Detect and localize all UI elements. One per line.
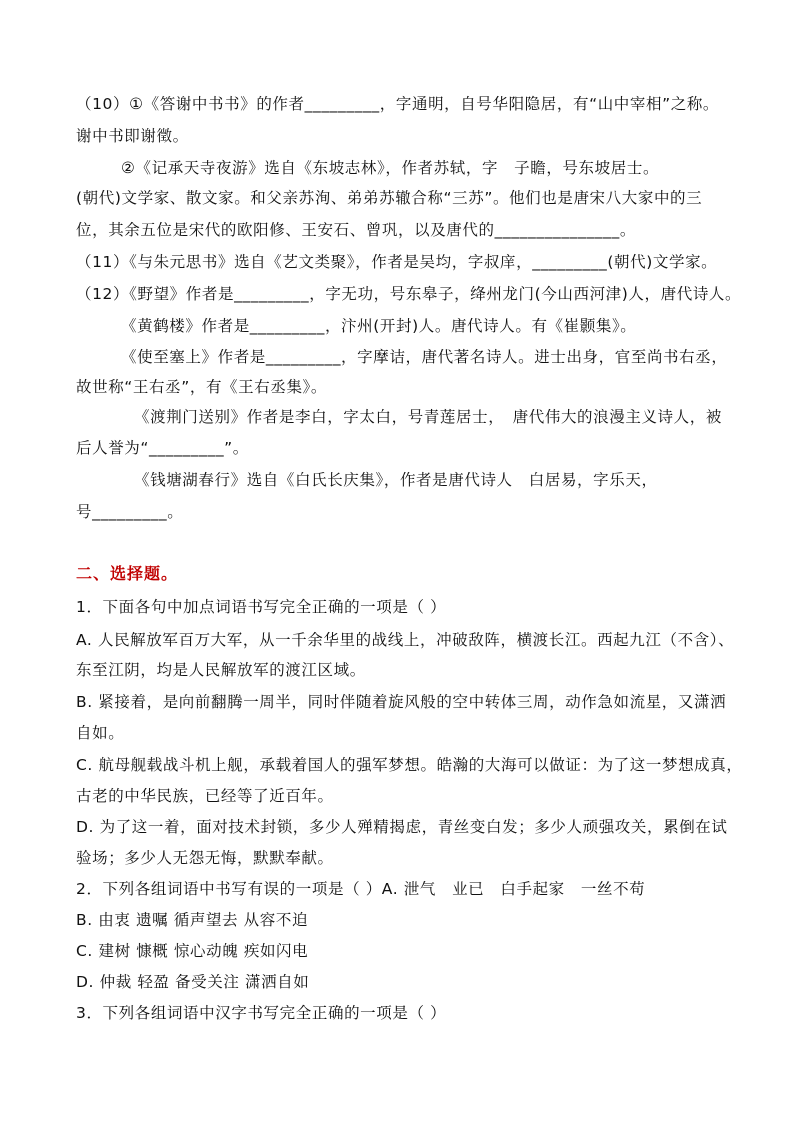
question-1-option-d-line-1: D. 为了这一着，面对技术封锁，多少人殚精揭虑，青丝变白发；多少人顽强攻关，累倒在试 bbox=[76, 818, 728, 836]
question-1-option-a-line-2: 东至江阴，均是人民解放军的渡江区域。 bbox=[76, 661, 366, 679]
item-12-line-3: 《使至塞上》作者是_________，字摩诘，唐代著名诗人。进士出身，官至尚书右丞， bbox=[121, 348, 728, 366]
item-12-line-4: 故世称“王右丞”，有《王右丞集》。 bbox=[76, 378, 328, 396]
question-2-option-d: D. 仲裁 轻盈 备受关注 潇洒自如 bbox=[76, 973, 310, 991]
item-11: （11）《与朱元思书》选自《艺文类聚》，作者是吴均，字叔庠，_________(朝代)文学家。 bbox=[76, 253, 718, 271]
question-1-option-d-line-2: 验场；多少人无怨无悔，默默奉献。 bbox=[76, 849, 334, 867]
item-12-line-1: （12）《野望》作者是_________，字无功，号东皋子，绛州龙门(今山西河津)人，唐代诗人。 bbox=[76, 285, 742, 303]
question-1-option-c-line-1: C. 航母舰载战斗机上舰，承载着国人的强军梦想。皓瀚的大海可以做证：为了这一梦想成真， bbox=[76, 756, 743, 774]
question-2-stem: 2．下列各组词语中书写有误的一项是（ ）A. 泄气 业已 白手起家 一丝不苟 bbox=[76, 880, 646, 898]
item-12-line-7: 《钱塘湖春行》选自《白氏长庆集》，作者是唐代诗人 白居易，字乐天， bbox=[134, 471, 658, 489]
question-1-option-c-line-2: 古老的中华民族，已经等了近百年。 bbox=[76, 787, 334, 805]
item-12-line-6: 后人誉为“_________”。 bbox=[76, 439, 249, 457]
item-10b-line-1: ②《记承天寺夜游》选自《东坡志林》，作者苏轼，字 子瞻，号东坡居士。 bbox=[121, 159, 660, 177]
question-1-option-a-line-1: A. 人民解放军百万大军，从一千余华里的战线上，冲破敌阵，横渡长江。西起九江（不含）、 bbox=[76, 631, 735, 649]
item-12-line-5: 《渡荆门送别》作者是李白，字太白，号青莲居士， 唐代伟大的浪漫主义诗人，被 bbox=[134, 408, 722, 426]
section-heading: 二、选择题。 bbox=[76, 564, 179, 583]
question-2-option-b: B. 由衷 遗嘱 循声望去 从容不迫 bbox=[76, 911, 309, 929]
item-12-line-8: 号_________。 bbox=[76, 503, 184, 521]
item-12-line-2: 《黄鹤楼》作者是_________，汴州(开封)人。唐代诗人。有《崔颢集》。 bbox=[121, 317, 637, 335]
item-10-line-1: （10）①《答谢中书书》的作者_________，字通明，自号华阳隐居，有“山中宰相”之称。 bbox=[76, 95, 720, 113]
item-10b-line-3: 位，其余五位是宋代的欧阳修、王安石、曾巩，以及唐代的_______________。 bbox=[76, 221, 636, 239]
question-1-option-b-line-1: B. 紧接着，是向前翻腾一周半，同时伴随着旋风般的空中转体三周，动作急如流星，又潇洒 bbox=[76, 693, 727, 711]
item-10-line-2: 谢中书即谢徵。 bbox=[76, 127, 189, 145]
question-1-option-b-line-2: 自如。 bbox=[76, 724, 125, 742]
question-3-stem: 3．下列各组词语中汉字书写完全正确的一项是（ ） bbox=[76, 1004, 447, 1022]
item-10b-line-2: (朝代)文学家、散文家。和父亲苏洵、弟弟苏辙合称“三苏”。他们也是唐宋八大家中的三 bbox=[76, 189, 703, 207]
question-2-option-c: C. 建树 慷概 惊心动魄 疾如闪电 bbox=[76, 942, 309, 960]
question-1-stem: 1．下面各句中加点词语书写完全正确的一项是（ ） bbox=[76, 598, 447, 616]
